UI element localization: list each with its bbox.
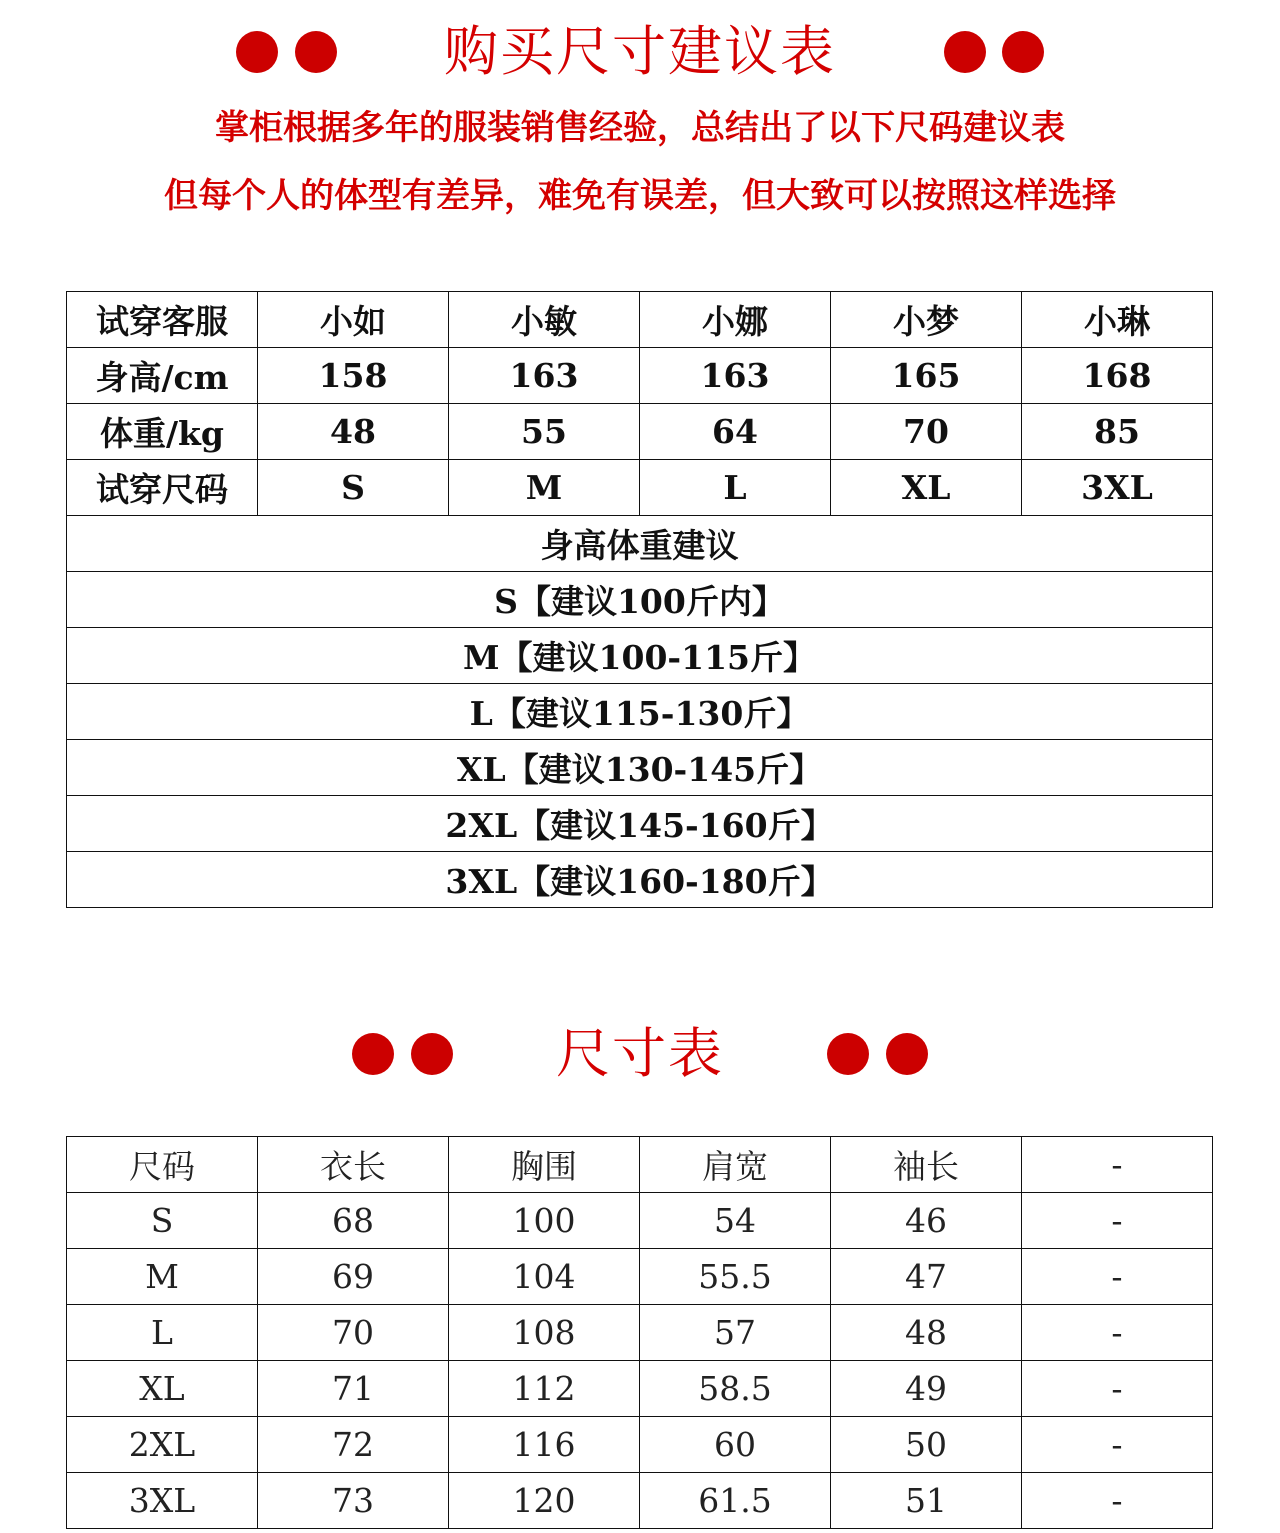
table-header-cell: 小娜: [640, 292, 831, 348]
table-cell: 165: [831, 348, 1022, 404]
table-cell: L: [640, 460, 831, 516]
table-row: [67, 1361, 1213, 1417]
advice-row: [67, 740, 1213, 796]
table-cell: 58.5: [640, 1361, 831, 1417]
table-cell: 48: [258, 404, 449, 460]
table-row: [67, 1473, 1213, 1529]
subtitle-line1: 掌柜根据多年的服装销售经验，总结出了以下尺码建议表: [215, 108, 1065, 148]
table-cell: 3XL: [67, 1473, 258, 1529]
table-cell: 72: [258, 1417, 449, 1473]
table-cell: 54: [640, 1193, 831, 1249]
table-row: [67, 404, 1213, 460]
table-cell: 120: [449, 1473, 640, 1529]
table-row: [67, 1249, 1213, 1305]
table-cell: 71: [258, 1361, 449, 1417]
table-cell: M: [67, 1249, 258, 1305]
table-header-cell: 小琳: [1022, 292, 1213, 348]
table-cell: 70: [831, 404, 1022, 460]
table-cell: XL: [67, 1361, 258, 1417]
table-cell: 47: [831, 1249, 1022, 1305]
row-label: 身高/cm: [67, 348, 258, 404]
table-cell: 55.5: [640, 1249, 831, 1305]
advice-row: [67, 852, 1213, 908]
advice-cell: XL【建议130-145斤】: [67, 740, 1213, 796]
table-cell: 60: [640, 1417, 831, 1473]
table-header-cell: 小梦: [831, 292, 1022, 348]
table-cell: 163: [449, 348, 640, 404]
section-title: 尺寸表: [556, 1022, 724, 1085]
size-chart-table: [66, 1136, 1213, 1529]
table-cell: S: [258, 460, 449, 516]
table-cell: 48: [831, 1305, 1022, 1361]
table-cell: 3XL: [1022, 460, 1213, 516]
table-cell: S: [67, 1193, 258, 1249]
table-cell: 55: [449, 404, 640, 460]
table-header-cell: 小如: [258, 292, 449, 348]
table-cell: -: [1022, 1361, 1213, 1417]
table-row: [67, 1417, 1213, 1473]
table-row: [67, 460, 1213, 516]
advice-cell: L【建议115-130斤】: [67, 684, 1213, 740]
advice-cell: 2XL【建议145-160斤】: [67, 796, 1213, 852]
table-header-cell: 袖长: [831, 1137, 1022, 1193]
table-cell: M: [449, 460, 640, 516]
table-cell: 168: [1022, 348, 1213, 404]
table-cell: -: [1022, 1417, 1213, 1473]
table-cell: 46: [831, 1193, 1022, 1249]
table-cell: -: [1022, 1305, 1213, 1361]
table-cell: XL: [831, 460, 1022, 516]
table-header-row: [67, 1137, 1213, 1193]
table-cell: 68: [258, 1193, 449, 1249]
table-header-cell: -: [1022, 1137, 1213, 1193]
table-cell: 57: [640, 1305, 831, 1361]
table-row: [67, 1193, 1213, 1249]
advice-title-row: [67, 516, 1213, 572]
table-cell: 61.5: [640, 1473, 831, 1529]
advice-row: [67, 628, 1213, 684]
table-cell: 100: [449, 1193, 640, 1249]
table-row: [67, 1305, 1213, 1361]
table-cell: 2XL: [67, 1417, 258, 1473]
table-cell: 69: [258, 1249, 449, 1305]
table-cell: 112: [449, 1361, 640, 1417]
table-header-cell: 试穿客服: [67, 292, 258, 348]
table-row: [67, 348, 1213, 404]
table-cell: 64: [640, 404, 831, 460]
table-cell: 163: [640, 348, 831, 404]
table-cell: 158: [258, 348, 449, 404]
advice-cell: 3XL【建议160-180斤】: [67, 852, 1213, 908]
advice-row: [67, 796, 1213, 852]
advice-title: 身高体重建议: [67, 516, 1213, 572]
table-cell: -: [1022, 1473, 1213, 1529]
table-cell: 85: [1022, 404, 1213, 460]
table-header-cell: 小敏: [449, 292, 640, 348]
advice-row: [67, 572, 1213, 628]
advice-cell: M【建议100-115斤】: [67, 628, 1213, 684]
table-cell: L: [67, 1305, 258, 1361]
table-cell: 104: [449, 1249, 640, 1305]
table-cell: -: [1022, 1193, 1213, 1249]
table-header-cell: 胸围: [449, 1137, 640, 1193]
table-header-cell: 尺码: [67, 1137, 258, 1193]
advice-row: [67, 684, 1213, 740]
table-cell: 73: [258, 1473, 449, 1529]
table-cell: 108: [449, 1305, 640, 1361]
table-header-cell: 肩宽: [640, 1137, 831, 1193]
size-recommendation-table: [66, 291, 1213, 908]
subtitle-line2: 但每个人的体型有差异，难免有误差，但大致可以按照这样选择: [164, 176, 1116, 216]
table-cell: -: [1022, 1249, 1213, 1305]
row-label: 试穿尺码: [67, 460, 258, 516]
table-header-cell: 衣长: [258, 1137, 449, 1193]
table-cell: 116: [449, 1417, 640, 1473]
table-cell: 50: [831, 1417, 1022, 1473]
row-label: 体重/kg: [67, 404, 258, 460]
table-cell: 51: [831, 1473, 1022, 1529]
table-cell: 70: [258, 1305, 449, 1361]
page-title: 购买尺寸建议表: [444, 20, 836, 83]
table-header-row: [67, 292, 1213, 348]
table-cell: 49: [831, 1361, 1022, 1417]
advice-cell: S【建议100斤内】: [67, 572, 1213, 628]
